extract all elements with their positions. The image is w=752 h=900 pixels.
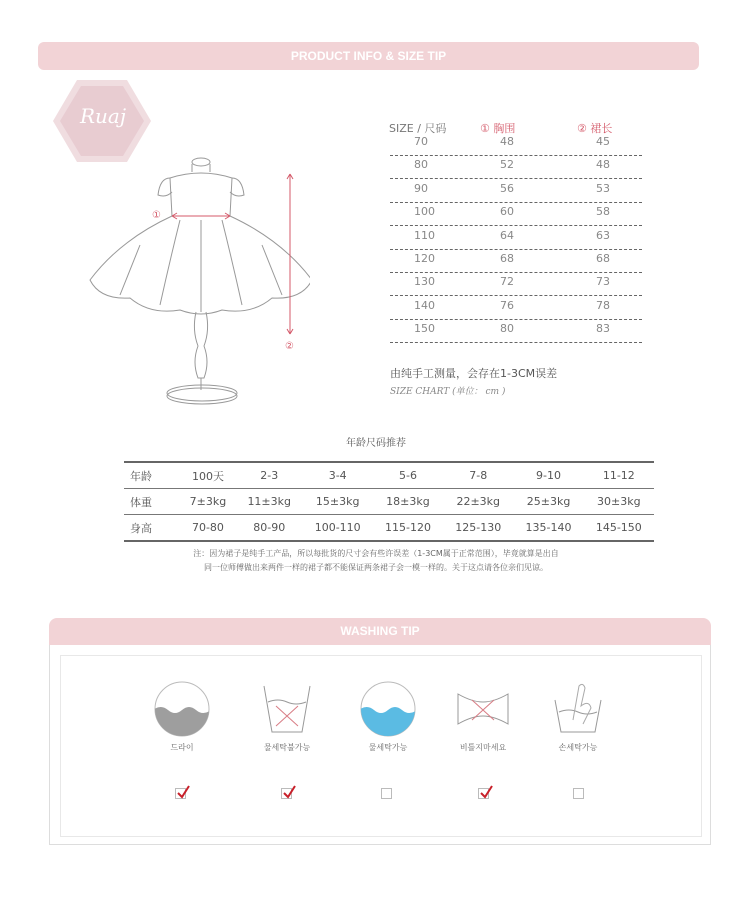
chest-value: 48: [500, 135, 514, 148]
table-cell: 115-120: [384, 521, 431, 534]
no-water-wash-checkbox[interactable]: [281, 788, 292, 799]
table-cell: 3-4: [328, 469, 347, 482]
table-cell: 5-6: [398, 469, 417, 482]
dry-clean-checkbox[interactable]: [175, 788, 186, 799]
table-cell: 25±3kg: [526, 495, 571, 508]
footnote-line-2: 同一位师傅做出来两件一样的裙子都不能保证两条裙子会一模一样的。关于这点请各位亲们见谅。: [204, 563, 548, 572]
washing-tip-banner: WASHING TIP: [49, 618, 711, 645]
size-value: 110: [414, 228, 435, 242]
check-mark-icon: [175, 784, 191, 800]
table-cell: 80-90: [253, 521, 286, 534]
table-cell: 125-130: [455, 521, 502, 534]
length-col-header: ② 裙长: [577, 122, 613, 135]
length-marker: ②: [285, 341, 294, 352]
table-row: [124, 515, 654, 542]
length-value: 58: [596, 205, 610, 219]
wash-label: 손세탁가능: [558, 743, 598, 752]
no-wring-checkbox[interactable]: [478, 788, 489, 799]
size-row: [390, 132, 642, 156]
check-mark-icon: [478, 784, 494, 800]
length-value: 68: [596, 252, 610, 265]
dry-clean-item: [137, 680, 227, 753]
wash-label: 드라이: [170, 743, 194, 752]
size-row: [390, 179, 642, 203]
chest-value: 56: [500, 181, 514, 195]
chest-value: 72: [500, 275, 514, 289]
size-value: 70: [414, 135, 428, 148]
chest-marker: ①: [152, 210, 161, 221]
water-wash-item: [343, 680, 433, 753]
size-chart-unit: SIZE CHART (单位： cm ): [390, 387, 506, 397]
measurement-note: 由纯手工测量，会存在1-3CM误差: [390, 367, 558, 380]
chest-value: 64: [500, 228, 514, 242]
wash-label: 물세탁가능: [368, 743, 408, 752]
length-value: 48: [596, 158, 610, 172]
dry-clean-icon: [153, 680, 211, 738]
size-value: 80: [414, 158, 428, 172]
chest-col-header: ① 胸围: [480, 122, 516, 135]
size-value: 120: [414, 252, 435, 265]
table-cell: 70-80: [191, 521, 224, 534]
length-value: 53: [596, 181, 610, 195]
no-water-wash-item: [242, 680, 332, 753]
table-cell: 22±3kg: [456, 495, 501, 508]
size-row: [390, 155, 642, 179]
table-cell: 7-8: [469, 469, 488, 482]
footnote-line-1: 注：因为裙子是纯手工产品，所以每批货的尺寸会有些许误差（1-3CM属于正常范围），毕竟就算是出自: [193, 549, 559, 558]
size-row: [390, 249, 642, 273]
water-wash-icon: [359, 680, 417, 738]
length-value: 73: [596, 275, 610, 289]
chest-value: 80: [500, 322, 514, 336]
size-value: 140: [414, 298, 435, 312]
chest-value: 60: [500, 205, 514, 219]
no-wring-icon: [454, 680, 512, 738]
table-cell: 11±3kg: [247, 495, 292, 508]
size-row: [390, 202, 642, 226]
age-size-table: [124, 461, 654, 542]
table-cell: 7±3kg: [189, 495, 227, 508]
hand-wash-checkbox[interactable]: [573, 788, 584, 799]
length-value: 83: [596, 322, 610, 336]
length-value: 63: [596, 228, 610, 242]
size-row: [390, 226, 642, 250]
table-cell: 18±3kg: [386, 495, 430, 508]
table-cell: 11-12: [602, 469, 635, 482]
table-cell: 15±3kg: [315, 495, 360, 508]
age-size-title: 年龄尺码推荐: [346, 438, 406, 449]
table-cell: 30±3kg: [597, 495, 641, 508]
row-label: 身高: [130, 521, 152, 535]
size-value: 130: [414, 275, 435, 289]
size-col-header: SIZE / 尺码: [389, 122, 447, 135]
check-mark-icon: [281, 784, 297, 800]
table-cell: 9-10: [536, 469, 562, 482]
size-value: 90: [414, 181, 428, 195]
table-cell: 100-110: [314, 521, 361, 534]
table-row: [124, 462, 654, 489]
wash-label: 비틀지마세요: [459, 743, 507, 752]
no-water-wash-icon: [258, 680, 316, 738]
table-cell: 145-150: [595, 521, 642, 534]
hand-wash-icon: [549, 680, 607, 738]
row-label: 体重: [130, 495, 152, 509]
brand-logo-text: Ruaj: [79, 104, 127, 128]
dress-diagram: [80, 150, 310, 415]
product-info-banner: PRODUCT INFO & SIZE TIP: [38, 42, 699, 70]
table-cell: 2-3: [260, 469, 279, 482]
size-value: 100: [414, 205, 435, 219]
table-cell: 100天: [191, 469, 224, 483]
size-row: [390, 272, 642, 296]
no-wring-item: [438, 680, 528, 753]
size-row: [390, 296, 642, 320]
length-value: 45: [596, 135, 610, 148]
hand-wash-item: [533, 680, 623, 753]
size-row: [390, 319, 642, 343]
chest-value: 76: [500, 298, 514, 312]
table-cell: 135-140: [525, 521, 572, 534]
table-row: [124, 489, 654, 515]
chest-value: 52: [500, 158, 514, 172]
length-value: 78: [596, 298, 610, 312]
row-label: 年龄: [130, 469, 152, 483]
chest-value: 68: [500, 252, 514, 265]
size-value: 150: [414, 322, 435, 336]
wash-label: 물세탁불가능: [263, 743, 311, 752]
water-wash-checkbox[interactable]: [381, 788, 392, 799]
